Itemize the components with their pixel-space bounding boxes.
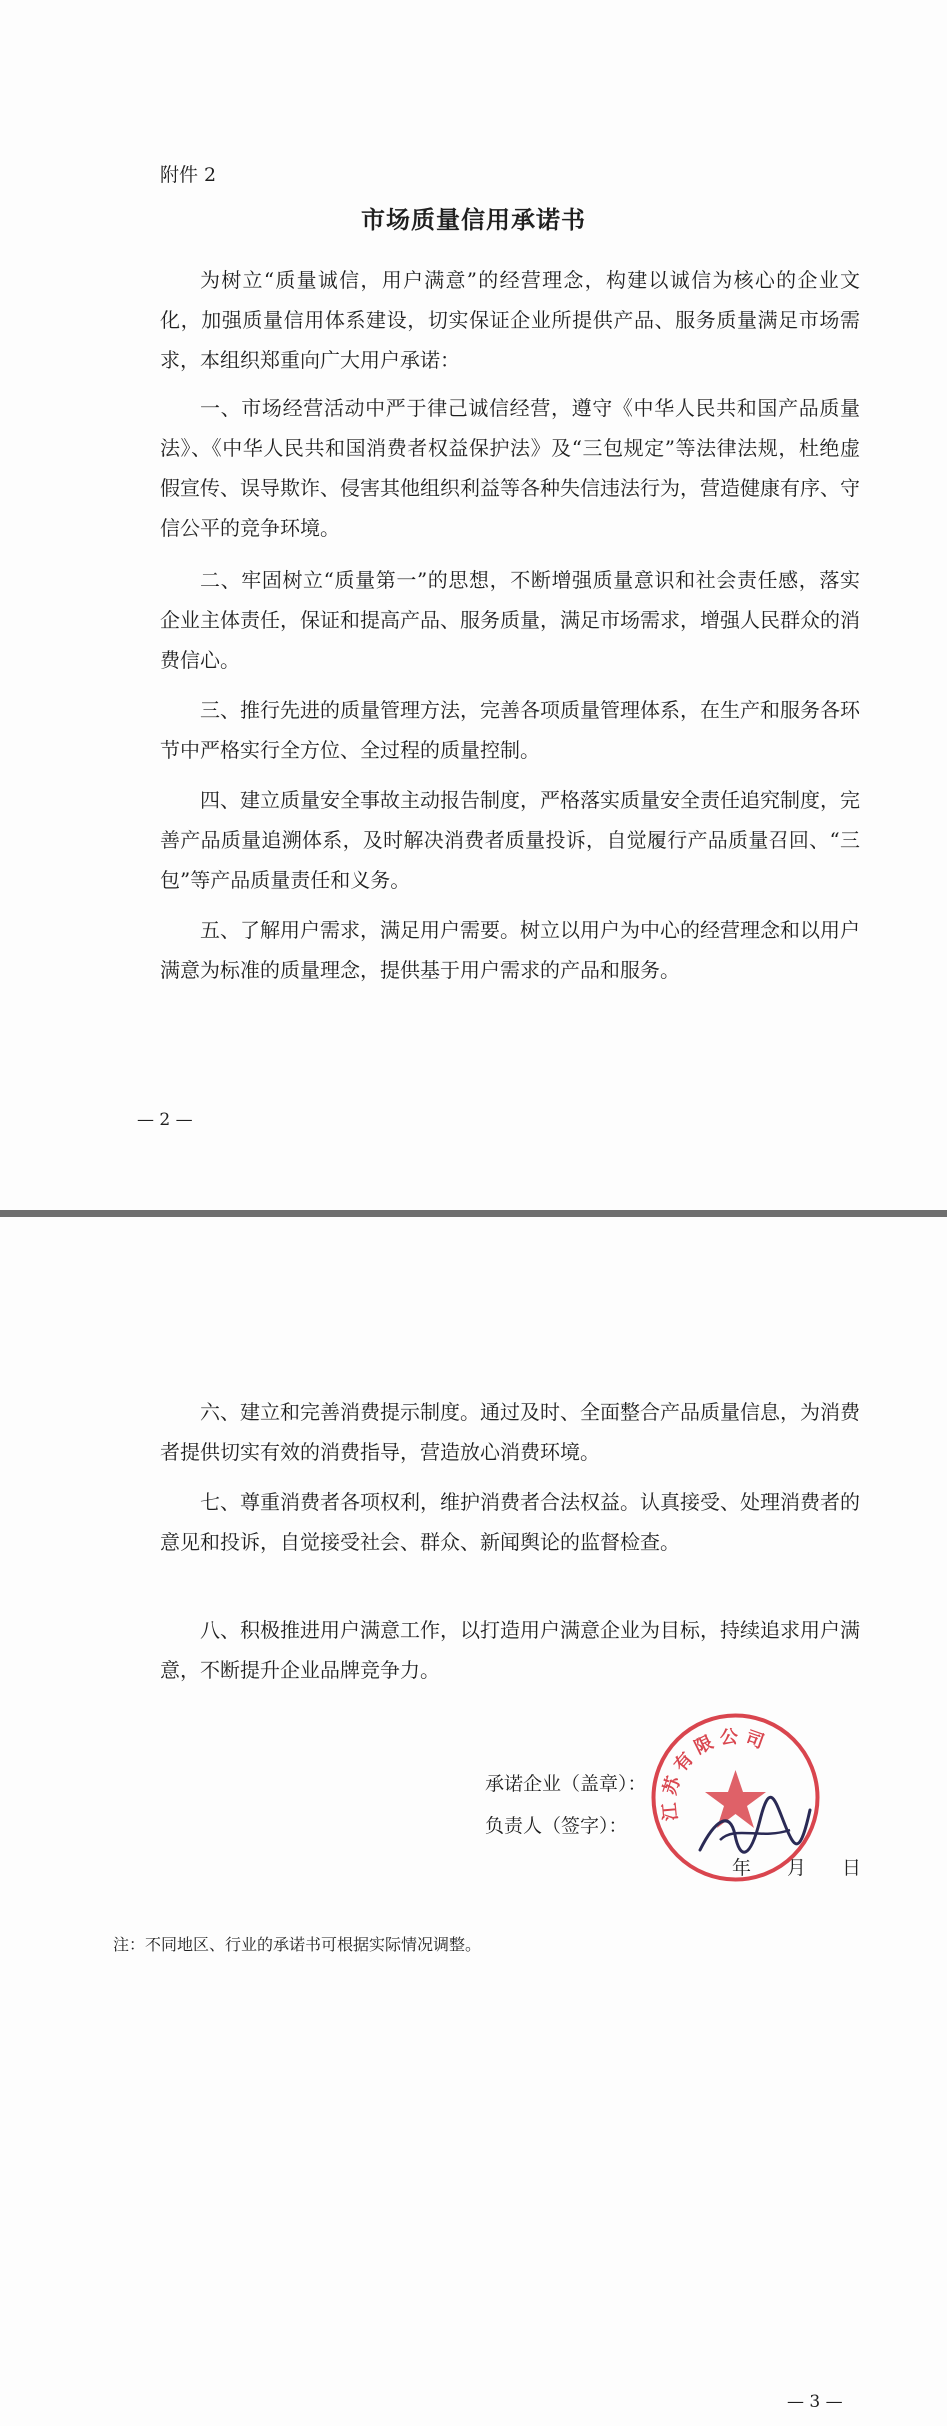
date-month-label: 月 [787, 1857, 807, 1879]
commitment-item-3: 三、推行先进的质量管理方法，完善各项质量管理体系，在生产和服务各环节中严格实行全方位、全过程的质量控制。 [160, 698, 860, 762]
commitment-item-5: 五、了解用户需求，满足用户需要。树立以用户为中心的经营理念和以用户满意为标准的质量理念，提供基于用户需求的产品和服务。 [160, 918, 860, 982]
page-number: — 3 — [787, 2392, 843, 2412]
attachment-label: 附件 2 [160, 164, 217, 186]
svg-text:江苏有限公司: 江苏有限公司 [658, 1726, 773, 1822]
commitment-item-2: 二、牢固树立“质量第一”的思想，不断增强质量意识和社会责任感，落实企业主体责任，保证和提高产品、服务质量，满足市场需求，增强人民群众的消费信心。 [160, 568, 860, 672]
document-page-2 [0, 1217, 947, 2426]
company-seal-label: 承诺企业（盖章）： [485, 1773, 647, 1795]
page-number: — 2 — [137, 1110, 193, 1130]
date-year-label: 年 [732, 1857, 752, 1879]
document-title: 市场质量信用承诺书 [361, 205, 586, 234]
document-page-1 [0, 0, 947, 1210]
responsible-person-label: 负责人（签字）： [485, 1815, 628, 1837]
footnote: 注：不同地区、行业的承诺书可根据实际情况调整。 [113, 1935, 482, 1954]
commitment-item-8: 八、积极推进用户满意工作，以打造用户满意企业为目标，持续追求用户满意，不断提升企业品牌竞争力。 [160, 1618, 860, 1682]
commitment-item-1: 一、市场经营活动中严于律己诚信经营，遵守《中华人民共和国产品质量法》、《中华人民共和国消费者权益保护法》及“三包规定”等法律法规，杜绝虚假宣传、误导欺诈、侵害其他组织利益等各种失信违法行为，营造健康有序、守信公平的竞争环境。 [160, 396, 860, 540]
commitment-item-7: 七、尊重消费者各项权利，维护消费者合法权益。认真接受、处理消费者的意见和投诉，自觉接受社会、群众、新闻舆论的监督检查。 [160, 1490, 860, 1554]
commitment-item-4: 四、建立质量安全事故主动报告制度，严格落实质量安全责任追究制度，完善产品质量追溯体系，及时解决消费者质量投诉，自觉履行产品质量召回、“三包”等产品质量责任和义务。 [160, 788, 860, 892]
intro-paragraph: 为树立“质量诚信，用户满意”的经营理念，构建以诚信为核心的企业文化，加强质量信用体系建设，切实保证企业所提供产品、服务质量满足市场需求，本组织郑重向广大用户承诺： [160, 268, 860, 372]
date-day-label: 日 [842, 1857, 862, 1879]
commitment-item-6: 六、建立和完善消费提示制度。通过及时、全面整合产品质量信息，为消费者提供切实有效的消费指导，营造放心消费环境。 [160, 1400, 860, 1464]
